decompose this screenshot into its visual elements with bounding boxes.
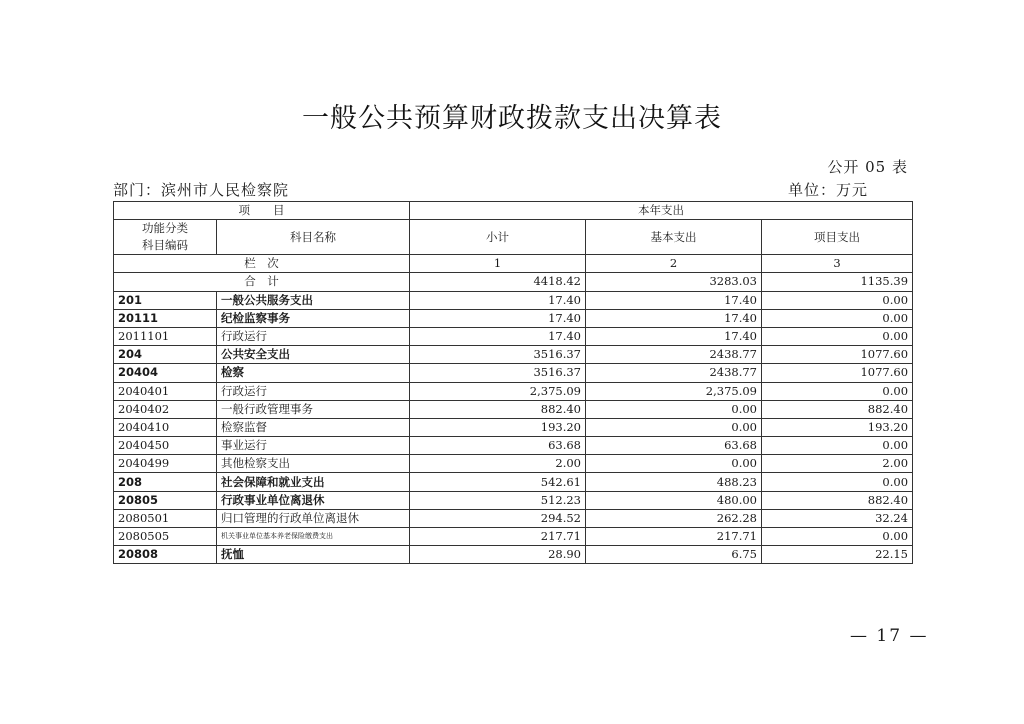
row-basic: 2438.77 xyxy=(586,364,762,382)
header-row-2 xyxy=(114,220,913,255)
row-code: 20808 xyxy=(114,546,217,564)
total-label: 合 计 xyxy=(114,273,410,291)
row-subtotal: 2.00 xyxy=(410,455,586,473)
row-code: 2040450 xyxy=(114,437,217,455)
row-name: 检察 xyxy=(217,364,410,382)
column-index-2: 2 xyxy=(586,255,762,273)
row-code: 208 xyxy=(114,473,217,491)
total-project: 1135.39 xyxy=(762,273,913,291)
row-name: 检察监督 xyxy=(217,418,410,436)
row-code: 2040410 xyxy=(114,418,217,436)
row-subtotal: 193.20 xyxy=(410,418,586,436)
row-name: 一般行政管理事务 xyxy=(217,400,410,418)
row-project: 1077.60 xyxy=(762,346,913,364)
row-basic: 480.00 xyxy=(586,491,762,509)
header-func-code xyxy=(114,220,217,255)
row-basic: 217.71 xyxy=(586,528,762,546)
row-project: 193.20 xyxy=(762,418,913,436)
table-row xyxy=(114,546,913,564)
table-row xyxy=(114,455,913,473)
row-basic: 6.75 xyxy=(586,546,762,564)
row-code: 2040402 xyxy=(114,400,217,418)
header-func-code-line1: 功能分类 xyxy=(142,221,188,236)
header-row-1 xyxy=(114,202,913,220)
column-index-row xyxy=(114,255,913,273)
row-basic: 0.00 xyxy=(586,455,762,473)
row-subtotal: 542.61 xyxy=(410,473,586,491)
column-index-1: 1 xyxy=(410,255,586,273)
row-code: 2040401 xyxy=(114,382,217,400)
row-subtotal: 217.71 xyxy=(410,528,586,546)
column-index-3: 3 xyxy=(762,255,913,273)
row-subtotal: 2,375.09 xyxy=(410,382,586,400)
header-item: 项 目 xyxy=(114,202,410,220)
row-subtotal: 3516.37 xyxy=(410,346,586,364)
row-basic: 2438.77 xyxy=(586,346,762,364)
header-current-year: 本年支出 xyxy=(410,202,913,220)
row-project: 22.15 xyxy=(762,546,913,564)
row-project: 0.00 xyxy=(762,382,913,400)
row-basic: 17.40 xyxy=(586,309,762,327)
table-row xyxy=(114,309,913,327)
row-name: 行政运行 xyxy=(217,382,410,400)
row-name: 其他检察支出 xyxy=(217,455,410,473)
total-row xyxy=(114,273,913,291)
table-row xyxy=(114,418,913,436)
table-row xyxy=(114,291,913,309)
row-code: 201 xyxy=(114,291,217,309)
row-basic: 0.00 xyxy=(586,418,762,436)
row-subtotal: 512.23 xyxy=(410,491,586,509)
table-row xyxy=(114,327,913,345)
row-project: 0.00 xyxy=(762,291,913,309)
header-basic: 基本支出 xyxy=(586,220,762,255)
table-row xyxy=(114,400,913,418)
budget-table xyxy=(113,201,913,564)
row-project: 2.00 xyxy=(762,455,913,473)
row-name: 行政运行 xyxy=(217,327,410,345)
row-subtotal: 28.90 xyxy=(410,546,586,564)
row-code: 2080501 xyxy=(114,509,217,527)
table-row xyxy=(114,473,913,491)
row-project: 882.40 xyxy=(762,400,913,418)
row-subtotal: 17.40 xyxy=(410,291,586,309)
row-basic: 17.40 xyxy=(586,291,762,309)
row-project: 32.24 xyxy=(762,509,913,527)
row-name: 机关事业单位基本养老保险缴费支出 xyxy=(217,528,410,546)
row-name: 抚恤 xyxy=(217,546,410,564)
row-subtotal: 294.52 xyxy=(410,509,586,527)
row-code: 2040499 xyxy=(114,455,217,473)
total-subtotal: 4418.42 xyxy=(410,273,586,291)
table-row xyxy=(114,528,913,546)
header-project: 项目支出 xyxy=(762,220,913,255)
row-basic: 262.28 xyxy=(586,509,762,527)
row-basic: 17.40 xyxy=(586,327,762,345)
table-row xyxy=(114,509,913,527)
row-basic: 2,375.09 xyxy=(586,382,762,400)
table-row xyxy=(114,346,913,364)
row-project: 0.00 xyxy=(762,528,913,546)
row-name: 一般公共服务支出 xyxy=(217,291,410,309)
total-basic: 3283.03 xyxy=(586,273,762,291)
header-subject-name: 科目名称 xyxy=(217,220,410,255)
row-code: 2080505 xyxy=(114,528,217,546)
row-project: 882.40 xyxy=(762,491,913,509)
row-basic: 63.68 xyxy=(586,437,762,455)
row-subtotal: 17.40 xyxy=(410,309,586,327)
row-subtotal: 63.68 xyxy=(410,437,586,455)
department-label: 部门：滨州市人民检察院 xyxy=(113,181,290,199)
row-project: 0.00 xyxy=(762,327,913,345)
unit-label: 单位：万元 xyxy=(788,181,869,199)
table-row xyxy=(114,437,913,455)
row-subtotal: 882.40 xyxy=(410,400,586,418)
row-name: 公共安全支出 xyxy=(217,346,410,364)
row-name: 纪检监察事务 xyxy=(217,309,410,327)
header-func-code-line2: 科目编码 xyxy=(142,238,188,253)
row-project: 0.00 xyxy=(762,473,913,491)
row-basic: 0.00 xyxy=(586,400,762,418)
row-subtotal: 17.40 xyxy=(410,327,586,345)
row-subtotal: 3516.37 xyxy=(410,364,586,382)
page-number: — 17 — xyxy=(850,626,929,646)
column-label: 栏 次 xyxy=(114,255,410,273)
table-row xyxy=(114,382,913,400)
row-code: 20805 xyxy=(114,491,217,509)
row-name: 归口管理的行政单位离退休 xyxy=(217,509,410,527)
row-basic: 488.23 xyxy=(586,473,762,491)
row-name: 社会保障和就业支出 xyxy=(217,473,410,491)
row-project: 1077.60 xyxy=(762,364,913,382)
row-name: 行政事业单位离退休 xyxy=(217,491,410,509)
table-row xyxy=(114,491,913,509)
row-project: 0.00 xyxy=(762,309,913,327)
row-code: 2011101 xyxy=(114,327,217,345)
row-project: 0.00 xyxy=(762,437,913,455)
row-code: 204 xyxy=(114,346,217,364)
row-name: 事业运行 xyxy=(217,437,410,455)
page-title: 一般公共预算财政拨款支出决算表 xyxy=(302,103,722,134)
form-number: 公开 05 表 xyxy=(827,158,908,176)
table-row xyxy=(114,364,913,382)
row-code: 20111 xyxy=(114,309,217,327)
row-code: 20404 xyxy=(114,364,217,382)
header-subtotal: 小计 xyxy=(410,220,586,255)
